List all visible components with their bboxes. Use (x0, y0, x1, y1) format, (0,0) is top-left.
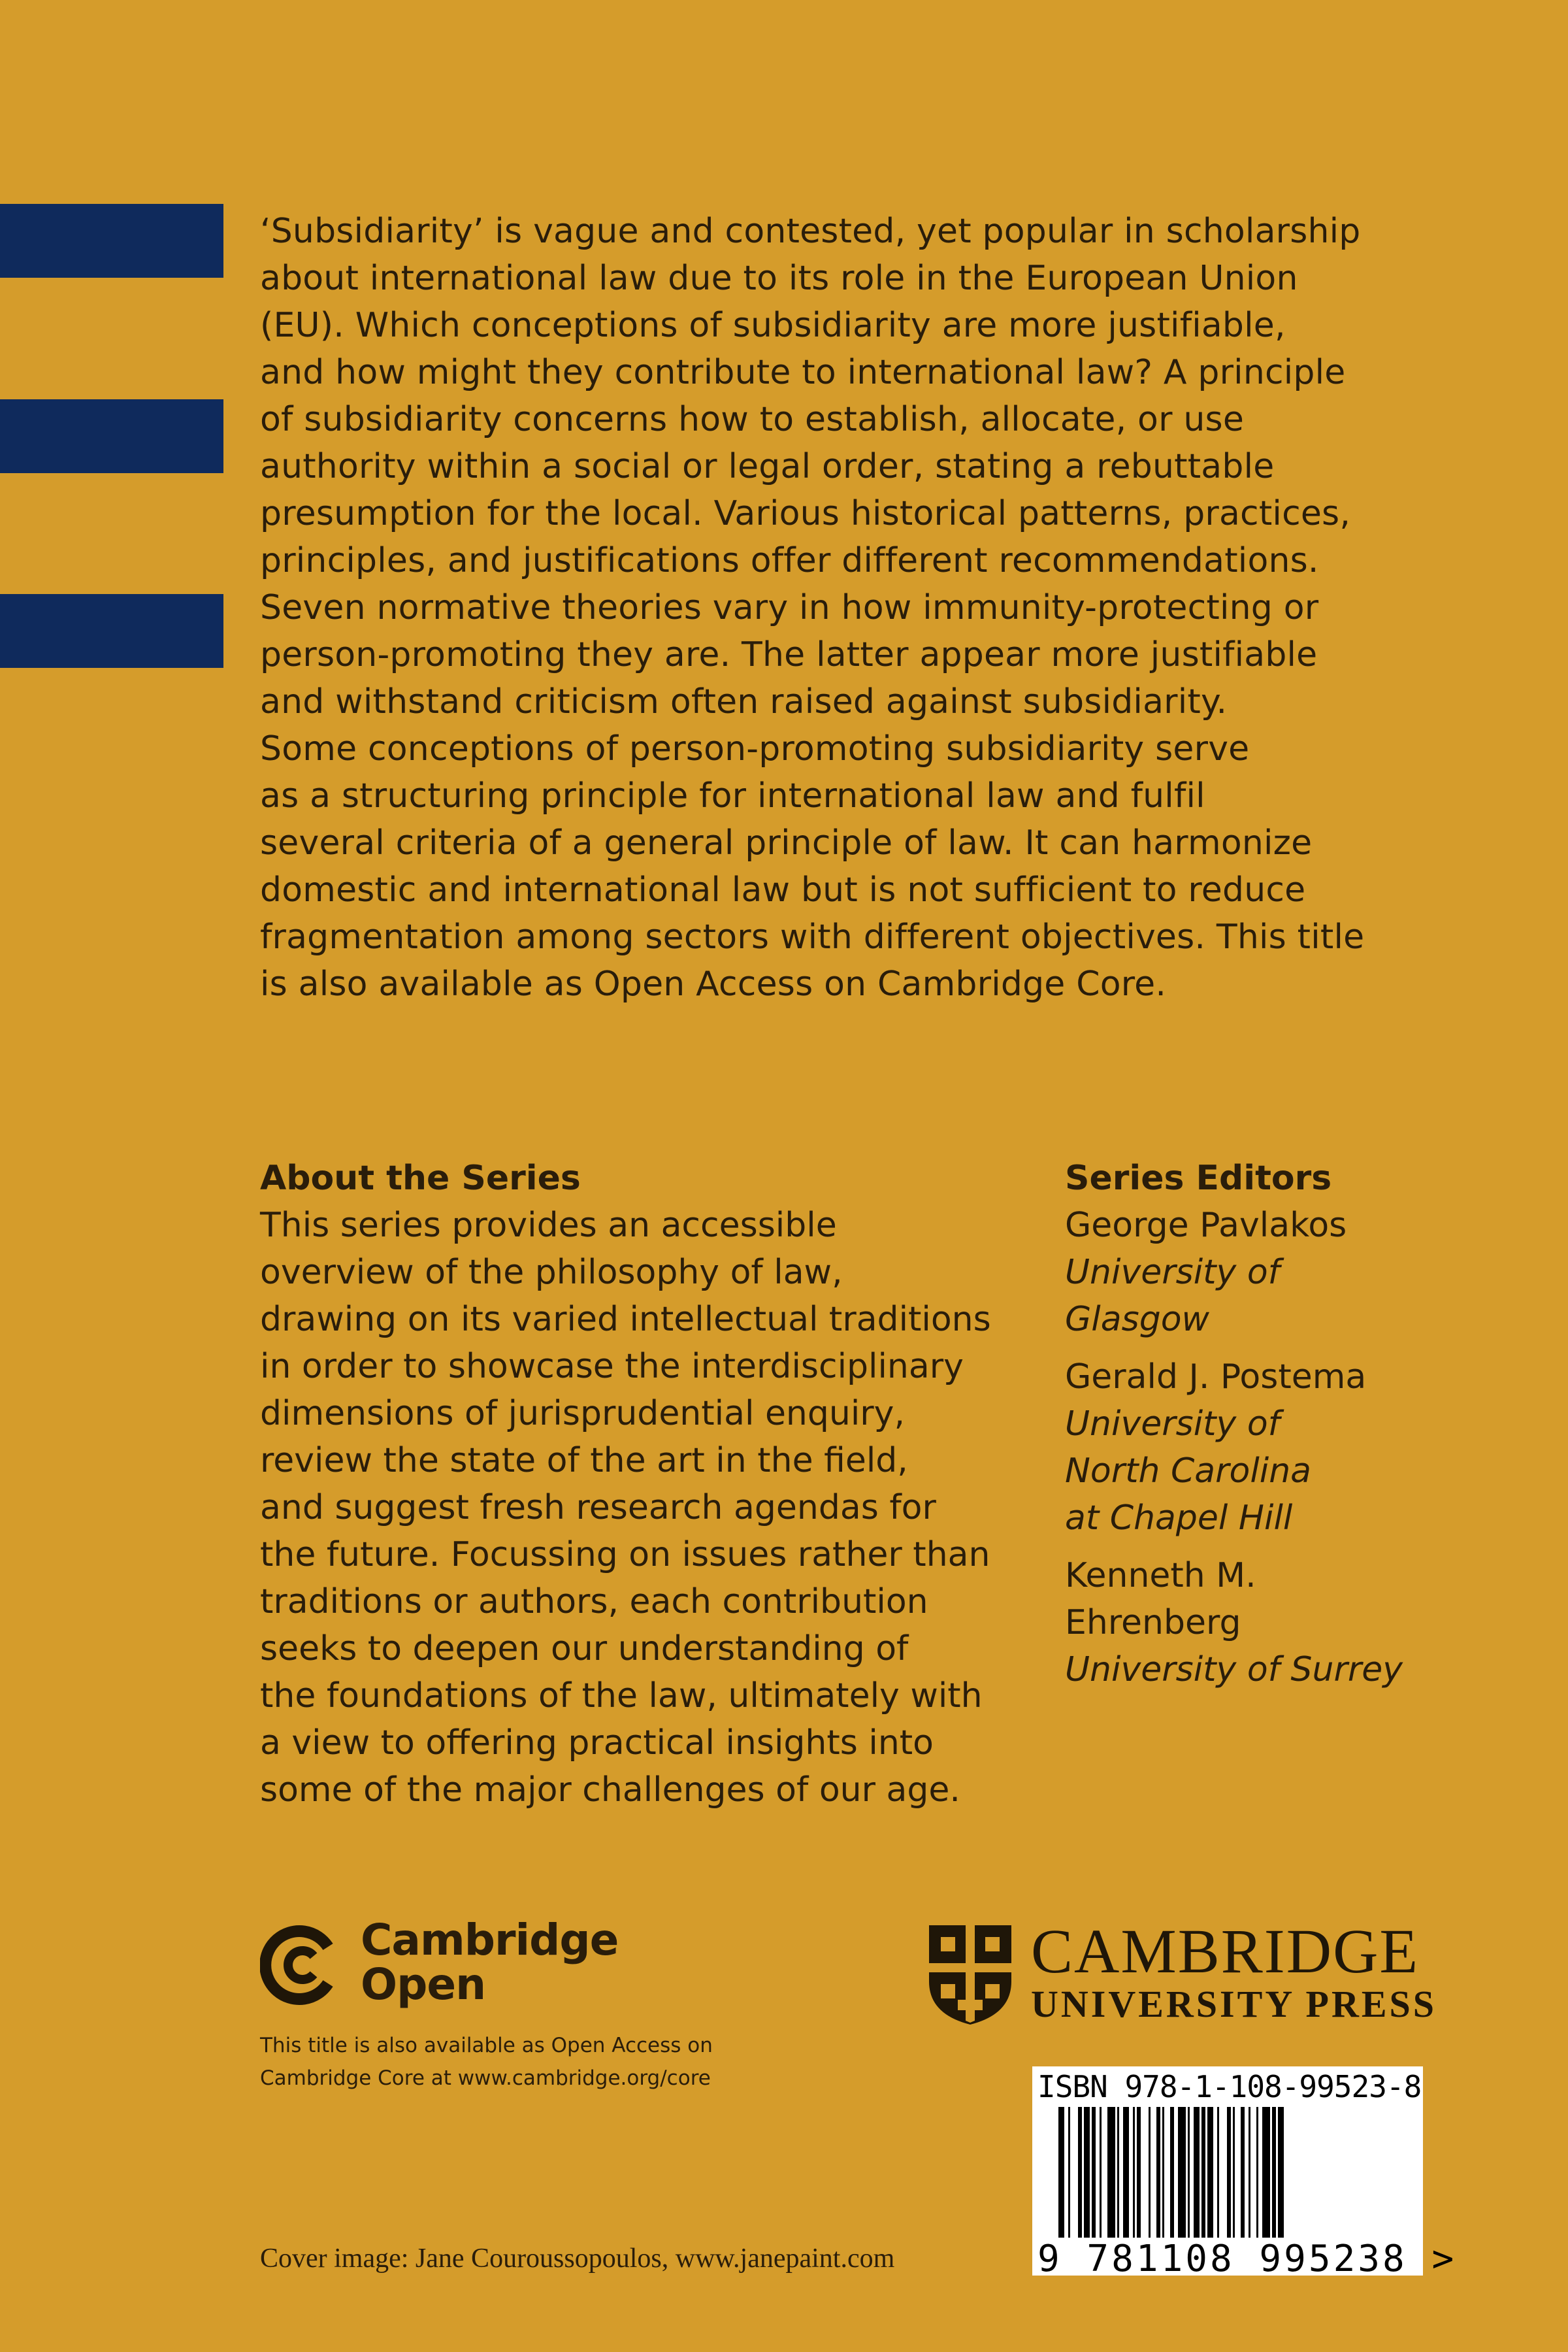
blurb-line: as a structuring principle for international law and fulfil (260, 776, 1205, 816)
about-series-line: the future. Focussing on issues rather than (260, 1535, 990, 1574)
series-editors-heading: Series Editors (1065, 1159, 1332, 1198)
about-series-line: dimensions of jurisprudential enquiry, (260, 1394, 905, 1433)
about-series-line: a view to offering practical insights into (260, 1723, 934, 1763)
editor-affiliation: Glasgow (1065, 1300, 1210, 1339)
blurb-line: Seven normative theories vary in how immunity-protecting or (260, 588, 1319, 627)
about-series-section (260, 1155, 1044, 1814)
blurb-line: fragmentation among sectors with different objectives. This title (260, 918, 1365, 957)
about-series-line: the foundations of the law, ultimately with (260, 1676, 983, 1715)
publisher-subname: UNIVERSITY PRESS (1031, 1983, 1437, 2025)
isbn-barcode (1032, 2066, 1457, 2280)
decorative-bar (0, 594, 223, 668)
blurb-line: principles, and justifications offer different recommendations. (260, 541, 1319, 580)
barcode-icon (1058, 2107, 1398, 2238)
isbn-text: ISBN 978-1-108-99523-8 (1037, 2069, 1422, 2104)
about-series-heading: About the Series (260, 1159, 581, 1198)
blurb-line: presumption for the local. Various historical patterns, practices, (260, 494, 1351, 533)
cambridge-open-name: Cambridge (361, 1915, 619, 1965)
blurb-line: authority within a social or legal order, stating a rebuttable (260, 447, 1275, 486)
cambridge-open-wordmark (361, 1915, 619, 2010)
about-series-line: traditions or authors, each contribution (260, 1582, 928, 1621)
cambridge-university-press-wordmark (1031, 1916, 1437, 2026)
blurb-line: and withstand criticism often raised against subsidiarity. (260, 682, 1228, 721)
about-series-line: review the state of the art in the field, (260, 1441, 908, 1480)
about-series-line: drawing on its varied intellectual traditions (260, 1300, 991, 1339)
blurb-line: person-promoting they are. The latter appear more justifiable (260, 635, 1318, 674)
cambridge-open-logo-icon (260, 1925, 341, 2006)
open-access-note (260, 2029, 713, 2095)
editor-name: Ehrenberg (1065, 1603, 1241, 1642)
open-access-note-line: Cambridge Core at www.cambridge.org/core (260, 2066, 711, 2090)
blurb-line: domestic and international law but is not sufficient to reduce (260, 870, 1306, 910)
cambridge-open-name: Open (361, 1959, 486, 2010)
about-series-line: This series provides an accessible (260, 1206, 837, 1245)
series-editors-section (1065, 1155, 1522, 1693)
editor-name: Kenneth M. (1065, 1556, 1256, 1595)
editor-affiliation: University of (1065, 1404, 1280, 1444)
ean-digits: 9 781108 995238 > (1037, 2238, 1457, 2280)
open-access-note-line: This title is also available as Open Access on (260, 2034, 713, 2057)
blurb-line: (EU). Which conceptions of subsidiarity are more justifiable, (260, 306, 1286, 345)
editor-affiliation: North Carolina (1065, 1451, 1312, 1491)
about-series-line: and suggest fresh research agendas for (260, 1488, 936, 1527)
blurb-line: is also available as Open Access on Cambridge Core. (260, 965, 1167, 1004)
editor-affiliation: University of Surrey (1065, 1650, 1403, 1689)
editor-affiliation: at Chapel Hill (1065, 1499, 1293, 1538)
cambridge-shield-icon (926, 1923, 1014, 2027)
editor-name: Gerald J. Postema (1065, 1357, 1367, 1397)
editor-affiliation: University of (1065, 1253, 1280, 1292)
blurb-line: several criteria of a general principle of law. It can harmonize (260, 823, 1313, 863)
about-series-line: in order to showcase the interdisciplinary (260, 1347, 964, 1386)
editor-name: George Pavlakos (1065, 1206, 1347, 1245)
blurb-line: and how might they contribute to international law? A principle (260, 353, 1346, 392)
blurb-line: ‘Subsidiarity’ is vague and contested, yet popular in scholarship (260, 212, 1361, 251)
cover-image-credit: Cover image: Jane Couroussopoulos, www.janepaint.com (260, 2244, 895, 2274)
decorative-bar (0, 399, 223, 473)
publisher-name: CAMBRIDGE (1031, 1916, 1420, 1986)
about-series-line: overview of the philosophy of law, (260, 1253, 843, 1292)
about-series-line: some of the major challenges of our age. (260, 1770, 960, 1810)
blurb-line: of subsidiarity concerns how to establish, allocate, or use (260, 400, 1245, 439)
blurb-line: Some conceptions of person-promoting subsidiarity serve (260, 729, 1250, 769)
blurb-line: about international law due to its role in the European Union (260, 259, 1298, 298)
decorative-bar (0, 204, 223, 278)
about-series-line: seeks to deepen our understanding of (260, 1629, 909, 1668)
book-blurb (260, 208, 1436, 1008)
